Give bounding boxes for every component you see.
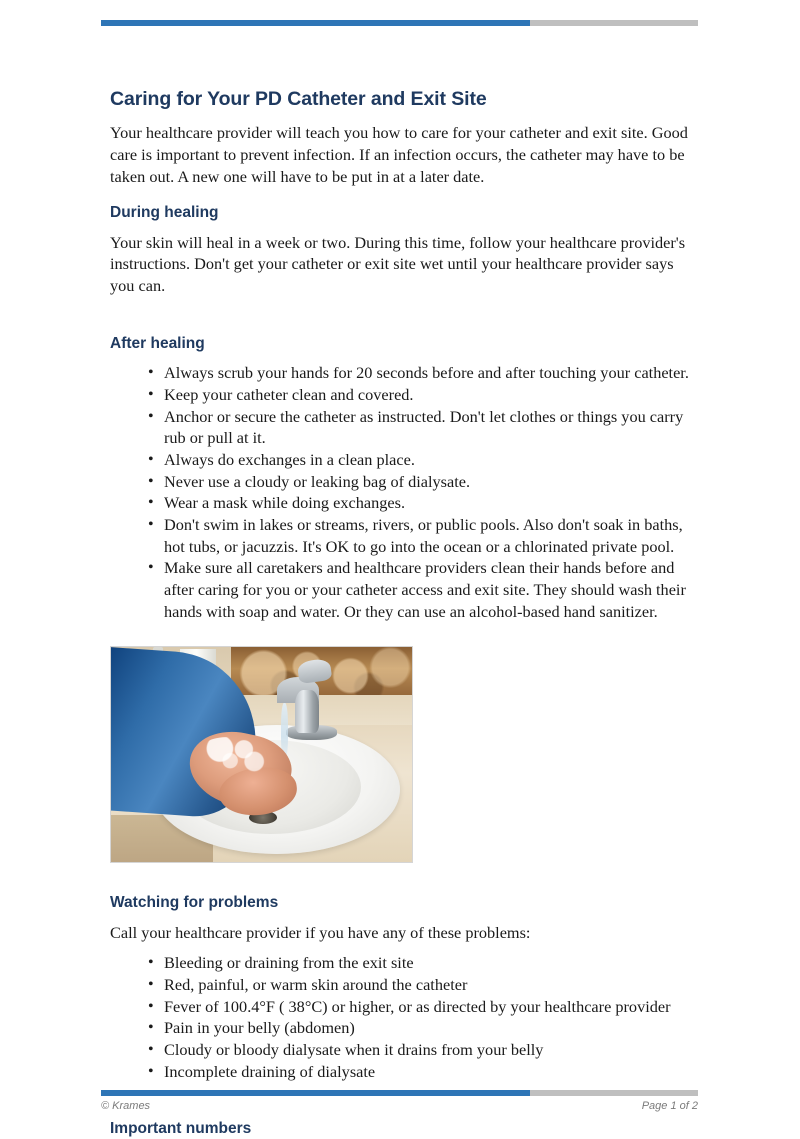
intro-paragraph: Your healthcare provider will teach you how to care for your catheter and exit site. Good care is important to prevent infection. If an infection occurs, the catheter may have to be taken out. A new one will have to be put in at a later date. (110, 123, 688, 186)
footer-rule-bar (101, 1090, 698, 1096)
list-item: • Always do exchanges in a clean place. (148, 449, 698, 471)
spacer (110, 353, 698, 362)
list-item: • Wear a mask while doing exchanges. (148, 492, 698, 514)
spacer (110, 943, 698, 952)
footer-copyright: © Krames (101, 1100, 151, 1112)
watching-for-problems-bullet-list (110, 952, 698, 1082)
spacer (110, 622, 698, 646)
footer (101, 1100, 698, 1112)
list-item: • Fever of 100.4°F ( 38°C) or higher, or as directed by your healthcare provider (148, 996, 698, 1018)
header-rule-blue-segment (101, 20, 530, 26)
document-content (110, 88, 698, 1139)
spacer (110, 187, 698, 203)
list-item: • Make sure all caretakers and healthcare providers clean their hands before and after caring for you or your catheter access and exit site. They should wash their hands with soap and water. Or they can use an alcohol-based hand sanitizer. (148, 557, 698, 622)
watching-for-problems-body: Call your healthcare provider if you have any of these problems: (110, 922, 531, 942)
footer-rule-blue-segment (101, 1090, 530, 1096)
header-rule-bar (101, 20, 698, 26)
list-item: • Cloudy or bloody dialysate when it drains from your belly (148, 1039, 698, 1061)
during-healing-body: Your skin will heal in a week or two. During this time, follow your healthcare provider's instructions. Don't get your catheter or exit site wet until your healthcare provider says you can. (110, 232, 686, 296)
section-heading-during-healing: During healing (110, 204, 219, 222)
photo-faucet-body (295, 690, 319, 733)
after-healing-bullet-list (110, 362, 698, 622)
list-item: • Never use a cloudy or leaking bag of dialysate. (148, 471, 698, 493)
section-heading-important-numbers: Important numbers (110, 1120, 252, 1138)
footer-page-number: Page 1 of 2 (641, 1100, 698, 1112)
section-heading-watching-for-problems: Watching for problems (110, 894, 279, 912)
section-heading-after-healing: After healing (110, 334, 205, 352)
list-item: • Red, painful, or warm skin around the catheter (148, 974, 698, 996)
spacer (110, 223, 698, 232)
list-item: • Incomplete draining of dialysate (148, 1061, 698, 1083)
header-rule-grey-segment (530, 20, 698, 26)
spacer (110, 913, 698, 922)
spacer (110, 863, 698, 893)
footer-rule-grey-segment (530, 1090, 698, 1096)
list-item: • Keep your catheter clean and covered. (148, 384, 698, 406)
spacer (110, 297, 698, 334)
handwashing-photo-illustration (111, 647, 412, 862)
list-item: • Pain in your belly (abdomen) (148, 1017, 698, 1039)
list-item: • Always scrub your hands for 20 seconds before and after touching your catheter. (148, 362, 698, 384)
page-title: Caring for Your PD Catheter and Exit Site (110, 88, 487, 110)
list-item: • Don't swim in lakes or streams, rivers, or public pools. Also don't soak in baths, hot tubs, or jacuzzis. It's OK to go into the ocean or a chlorinated private pool. (148, 514, 698, 557)
list-item: • Anchor or secure the catheter as instructed. Don't let clothes or things you carry rub or pull at it. (148, 406, 698, 449)
handwashing-photo (110, 646, 413, 863)
list-item: • Bleeding or draining from the exit site (148, 952, 698, 974)
